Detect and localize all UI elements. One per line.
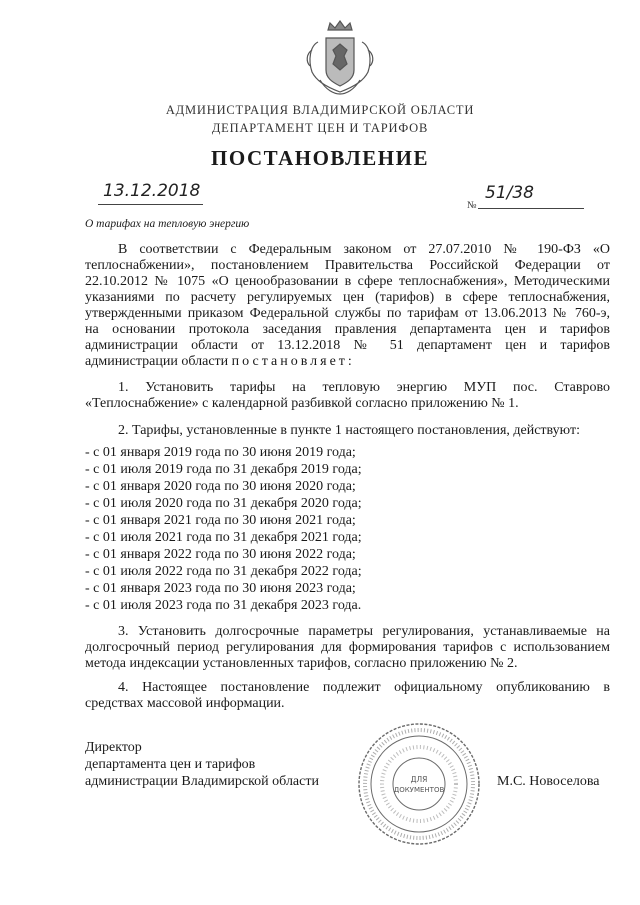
preamble-last-line xyxy=(85,354,610,370)
period-item: - с 01 июля 2021 года по 31 декабря 2021 года; xyxy=(85,530,362,545)
period-item: - с 01 января 2023 года по 30 июня 2023 года; xyxy=(85,581,356,596)
document-subject: О тарифах на тепловую энергию xyxy=(85,218,250,230)
document-number: 51/38 xyxy=(485,183,534,203)
department-name: ДЕПАРТАМЕНТ ЦЕН И ТАРИФОВ xyxy=(211,121,429,135)
signatory-title-line: администрации Владимирской области xyxy=(85,774,319,790)
period-item: - с 01 июля 2019 года по 31 декабря 2019 года; xyxy=(85,462,362,477)
period-item: - с 01 июля 2020 года по 31 декабря 2020 года; xyxy=(85,496,362,511)
item-2-intro: 2. Тарифы, установленные в пункте 1 настоящего постановления, действуют: xyxy=(118,423,580,438)
period-item: - с 01 июля 2022 года по 31 декабря 2022 года; xyxy=(85,564,362,579)
number-underline xyxy=(478,208,584,209)
period-item: - с 01 июля 2023 года по 31 декабря 2023 года. xyxy=(85,598,362,613)
decision-word: постановляет: xyxy=(231,354,355,369)
preamble-line: администрации области от 13.12.2018 № 51 департамент цен и тарифов xyxy=(85,338,610,353)
item-1-line: «Теплоснабжение» с календарной разбивкой согласно приложению № 1. xyxy=(85,396,519,411)
preamble-line: утвержденными приказом Федеральной службы по тарифам от 13.06.2013 № 760-э, xyxy=(85,306,610,321)
date-underline xyxy=(98,204,203,205)
preamble-line: 22.10.2012 № 1075 «О ценообразовании в сфере теплоснабжения», Методическими xyxy=(85,274,610,289)
period-item: - с 01 января 2019 года по 30 июня 2019 года; xyxy=(85,445,356,460)
signatory-position xyxy=(85,739,319,791)
item-4-line: средствах массовой информации. xyxy=(85,696,285,711)
stamp-text-line: ДЛЯ xyxy=(410,775,428,784)
item-3-line: метода индексации установленных тарифов, согласно приложению № 2. xyxy=(85,656,518,671)
item-3-line: 3. Установить долгосрочные параметры регулирования, устанавливаемые на xyxy=(118,624,610,639)
seal-stamp-icon xyxy=(356,721,482,847)
stamp-text-line: ДОКУМЕНТОВ xyxy=(393,786,445,794)
item-3-line: долгосрочный период регулирования для формирования тарифов с использованием xyxy=(85,640,610,655)
document-type-title: ПОСТАНОВЛЕНИЕ xyxy=(211,146,429,170)
item-1-line: 1. Установить тарифы на тепловую энергию МУП пос. Ставрово xyxy=(118,380,610,395)
preamble-line: на основании протокола заседания правления департамента цен и тарифов xyxy=(85,322,610,337)
signatory-name: М.С. Новоселова xyxy=(497,774,600,789)
period-item: - с 01 января 2021 года по 30 июня 2021 года; xyxy=(85,513,356,528)
period-item: - с 01 января 2020 года по 30 июня 2020 года; xyxy=(85,479,356,494)
document-date: 13.12.2018 xyxy=(103,181,201,201)
signatory-title-line: Директор xyxy=(85,740,142,755)
preamble-line: В соответствии с Федеральным законом от 27.07.2010 № 190-ФЗ «О xyxy=(118,242,610,257)
period-item: - с 01 января 2022 года по 30 июня 2022 года; xyxy=(85,547,356,562)
preamble-last-prefix: администрации области xyxy=(85,354,232,369)
signatory-title-line: департамента цен и тарифов xyxy=(85,757,256,773)
preamble-line: указаниями по расчету регулируемых цен (тарифов) в сфере теплоснабжения, xyxy=(85,290,610,305)
coat-of-arms-icon xyxy=(300,20,380,96)
item-4-line: 4. Настоящее постановление подлежит официальному опубликованию в xyxy=(118,680,610,695)
preamble-line: теплоснабжении», постановлением Правительства Российской Федерации от xyxy=(85,258,610,273)
organization-name: АДМИНИСТРАЦИЯ ВЛАДИМИРСКОЙ ОБЛАСТИ xyxy=(165,103,475,117)
number-label: № xyxy=(467,200,477,211)
